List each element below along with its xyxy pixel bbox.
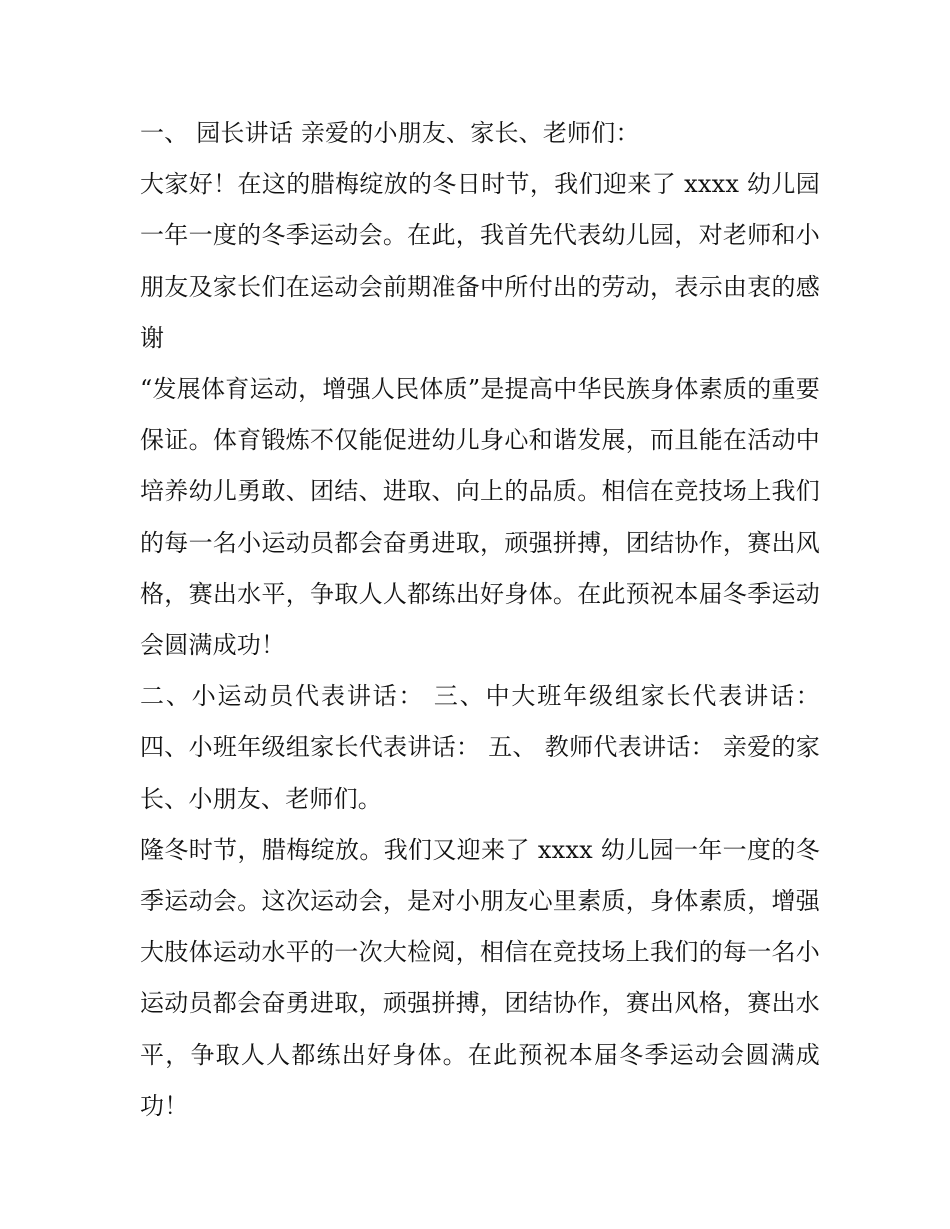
paragraph-sports-importance: “发展体育运动，增强人民体质”是提高中华民族身体素质的重要保证。体育锻炼不仅能促进幼儿身心和谐发展，而且能在活动中培养幼儿勇敢、团结、进取、向上的品质。相信在竞技场上我们的每一名小运动员都会奋勇进取，顽强拼搏，团结协作，赛出风格，赛出水平，争取人人都练出好身体。在此预祝本届冬季运动会圆满成功！ [140,375,820,660]
paragraph-principal-speech-heading: 一、 园长讲话 亲爱的小朋友、家长、老师们： [140,119,640,147]
document-body [140,108,820,1132]
paragraph-speech-list: 二、小运动员代表讲话： 三、中大班年级组家长代表讲话： 四、小班年级组家长代表讲话： 五、 教师代表讲话： 亲爱的家长、小朋友、老师们。 [140,682,820,813]
paragraph-greeting: 大家好！在这的腊梅绽放的冬日时节，我们迎来了 xxxx 幼儿园一年一度的冬季运动会。在此，我首先代表幼儿园，对老师和小朋友及家长们在运动会前期准备中所付出的劳动，表示由衷的感谢 [140,170,820,352]
paragraph-teacher-speech: 隆冬时节，腊梅绽放。我们又迎来了 xxxx 幼儿园一年一度的冬季运动会。这次运动会，是对小朋友心里素质，身体素质，增强大肢体运动水平的一次大检阅，相信在竞技场上我们的每一名小运动员都会奋勇进取，顽强拼搏，团结协作，赛出风格，赛出水平，争取人人都练出好身体。在此预祝本届冬季运动会圆满成功！ [140,835,820,1120]
